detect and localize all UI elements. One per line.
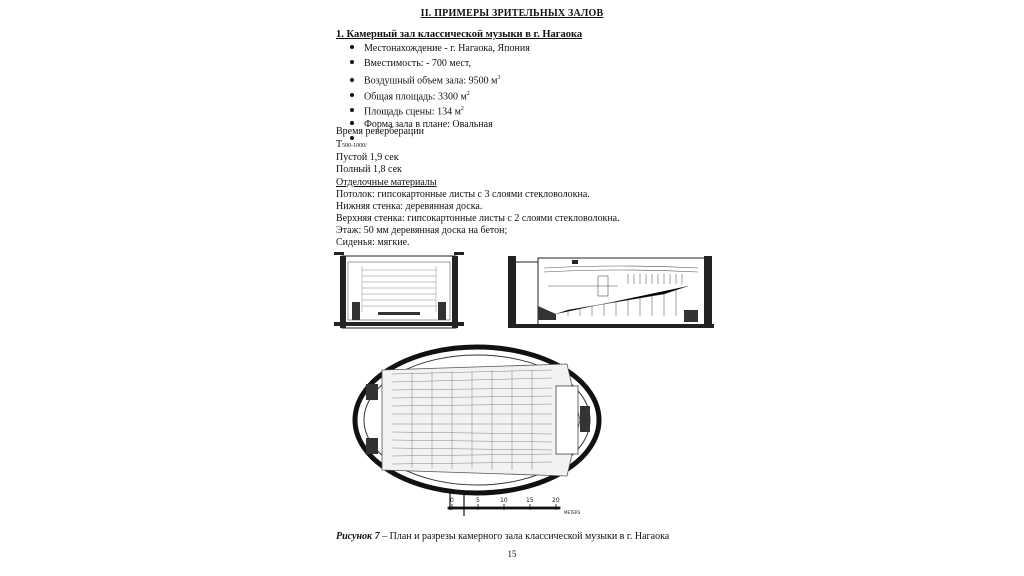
finish-upper-wall: Верхняя стенка: гипсокартонные листы с 2 слоями стекловолокна. (336, 213, 620, 224)
finishes-title: Отделочные материалы (336, 177, 437, 188)
scale-tick: 10 (500, 497, 508, 504)
scale-tick: 15 (526, 497, 534, 504)
scale-unit: METERS (564, 510, 581, 515)
scale-tick: 0 (450, 497, 454, 504)
finish-ceiling: Потолок: гипсокартонные листы с 3 слоями стекловолокна. (336, 189, 590, 200)
bullet-icon (350, 93, 354, 97)
reverb-empty: Пустой 1,9 сек (336, 152, 399, 163)
bullet-icon (350, 121, 354, 125)
list-item: Площадь сцены: 134 $м^2$ (350, 102, 530, 117)
list-item: Воздушный объем зала: 9500 $м^3$ (350, 71, 530, 86)
page-number: 15 (507, 549, 517, 559)
bullet-icon (350, 108, 354, 112)
floor-plan-drawing (352, 344, 602, 522)
scale-tick: 5 (476, 497, 480, 504)
finish-floor: Этаж: 50 мм деревянная доска на бетон; (336, 225, 508, 236)
cross-section-drawing (334, 250, 464, 334)
list-item: Общая площадь: 3300 $м^2$ (350, 87, 530, 102)
figure-caption: Рисунок 7 – План и разрезы камерного зала классической музыки в г. Нагаока (336, 531, 670, 542)
section-heading: II. ПРИМЕРЫ ЗРИТЕЛЬНЫХ ЗАЛОВ (420, 8, 604, 19)
long-section-drawing (508, 250, 714, 334)
bullet-icon (350, 78, 354, 82)
finish-seats: Сиденья: мягкие. (336, 237, 410, 248)
finish-lower-wall: Нижняя стенка: деревянная доска. (336, 201, 483, 212)
list-item: Местонахождение - г. Нагаока, Япония (350, 41, 530, 56)
list-item: Вместимость: - 700 мест, (350, 56, 530, 71)
reverb-title: Время реверберации (336, 126, 424, 137)
hall-title: 1. Камерный зал классической музыки в г. Нагаока (336, 29, 583, 40)
bullet-icon (350, 45, 354, 49)
bullet-icon (350, 60, 354, 64)
scale-tick: 20 (552, 497, 560, 504)
list-item: Форма зала в плане: Овальная (350, 117, 530, 132)
reverb-full: Полный 1,8 сек (336, 164, 402, 175)
reverb-symbol: T500-1000/ (336, 139, 367, 150)
